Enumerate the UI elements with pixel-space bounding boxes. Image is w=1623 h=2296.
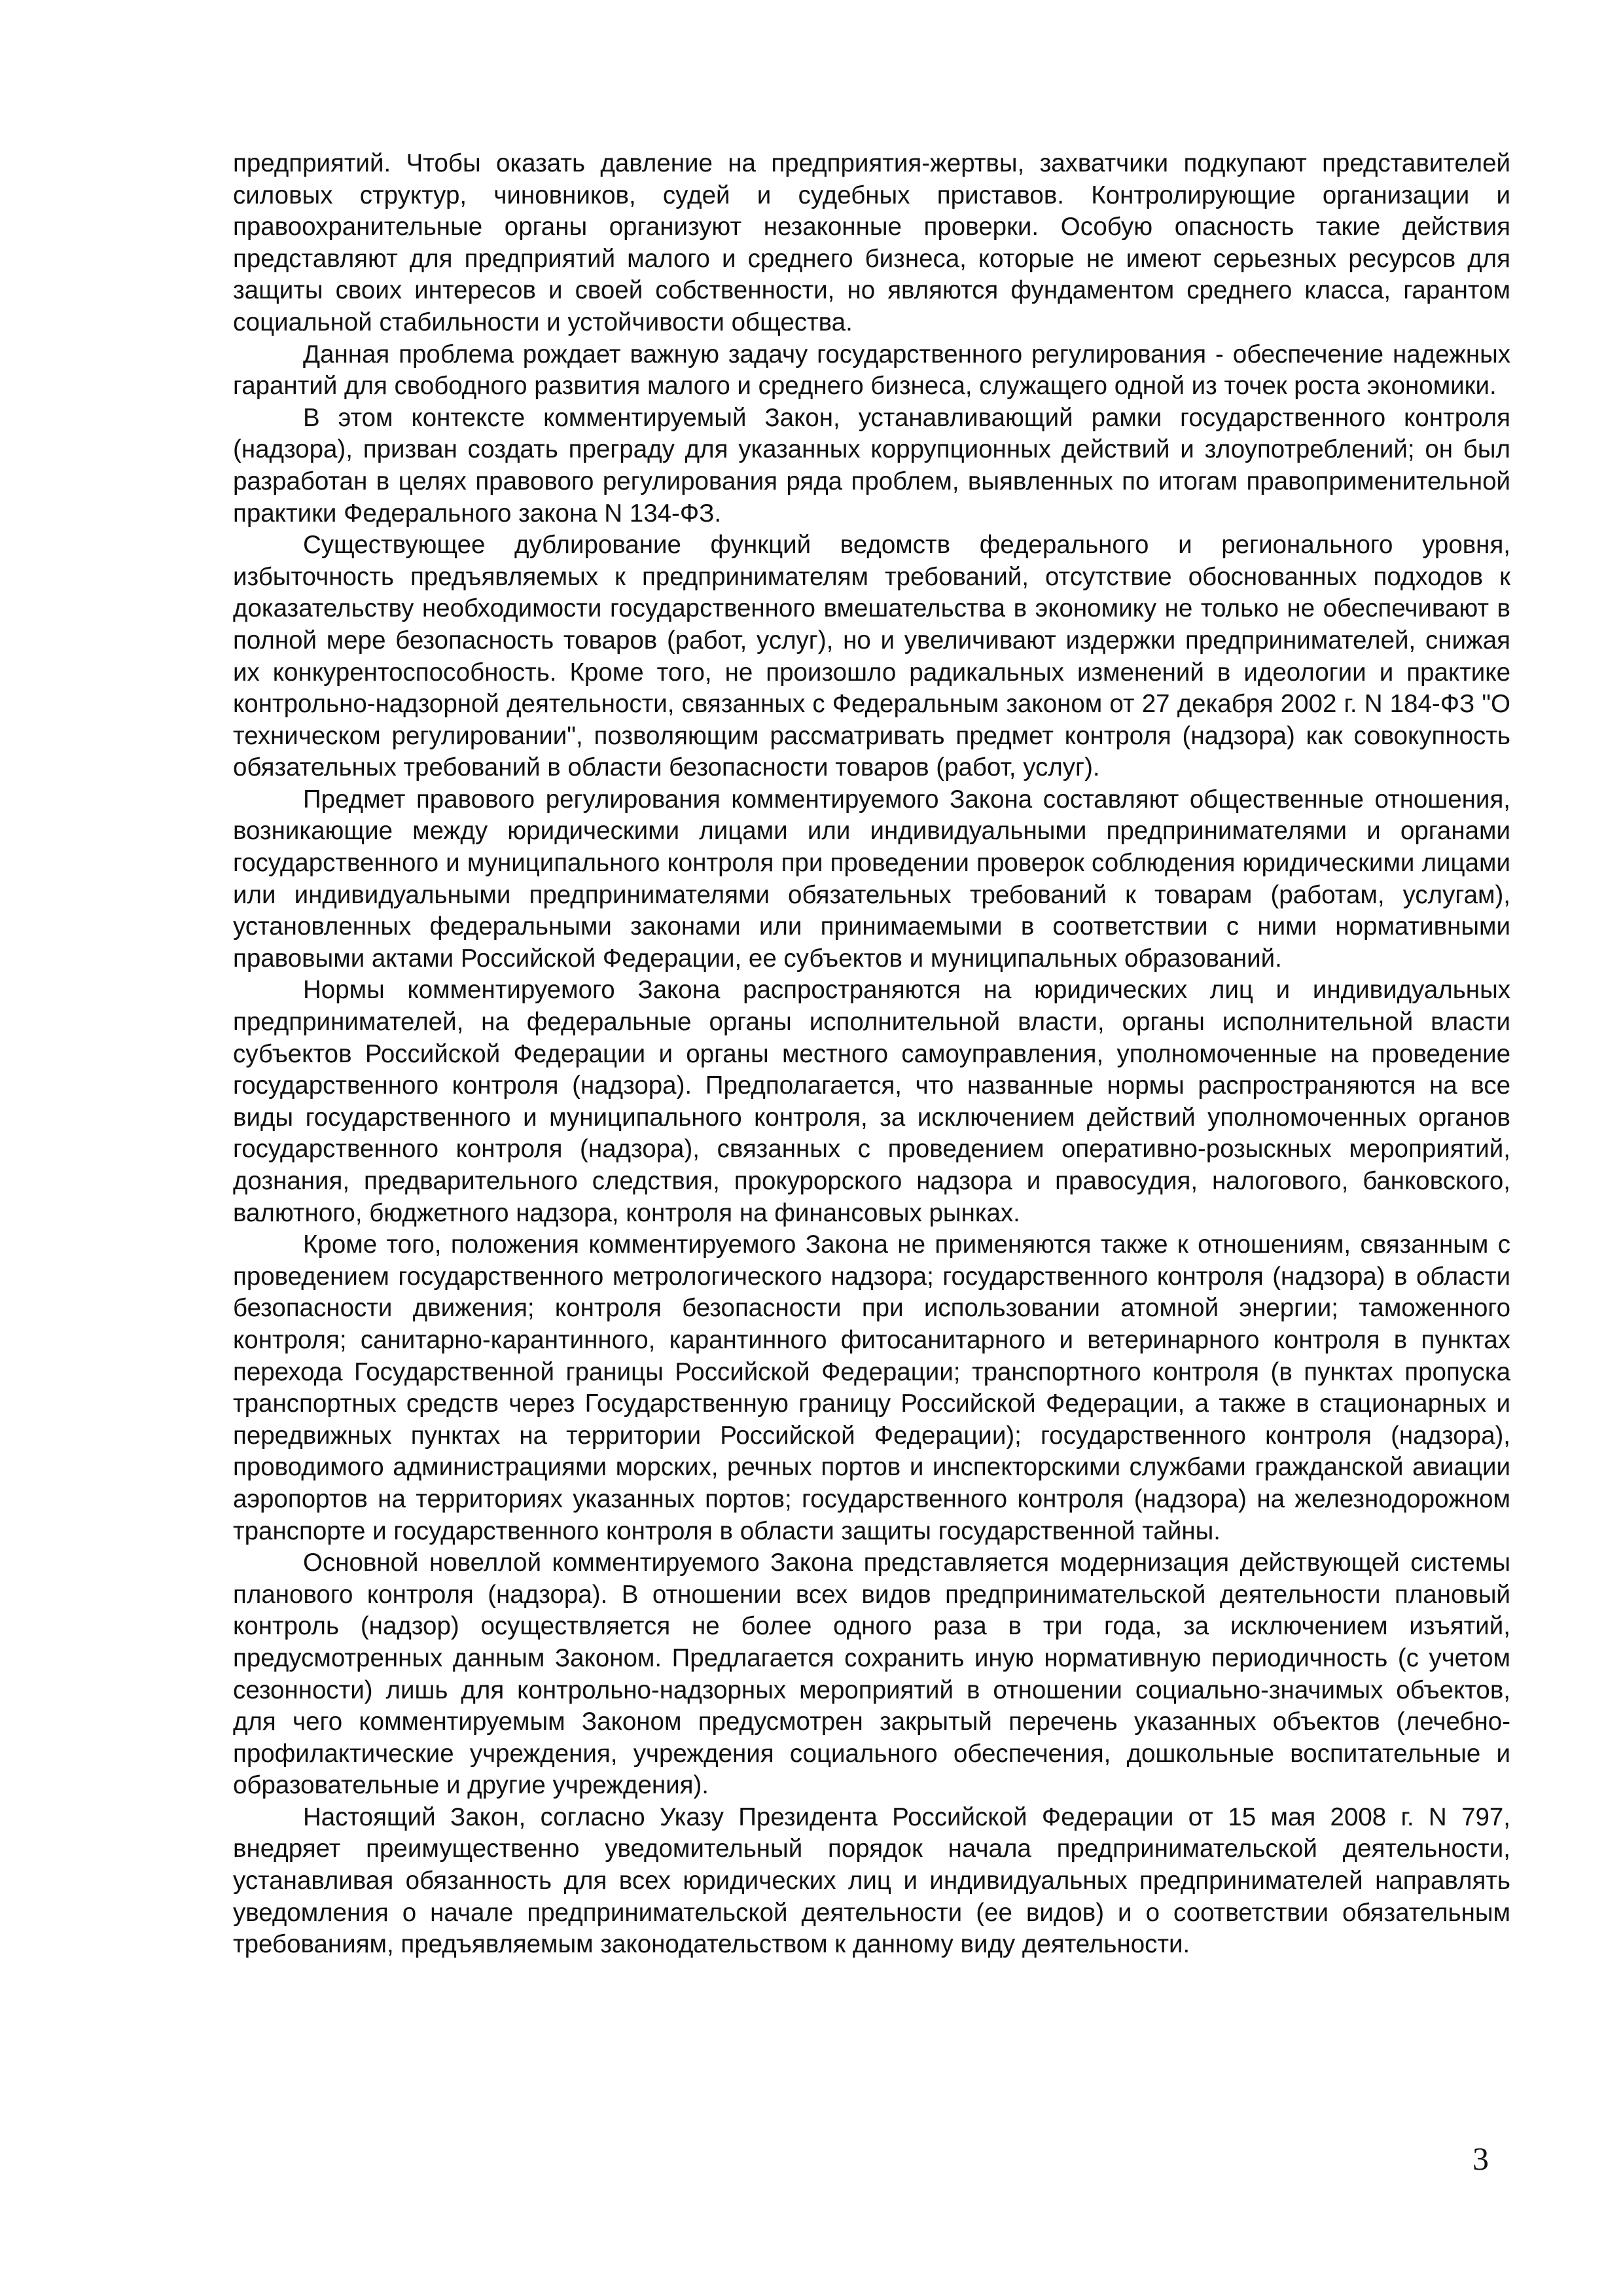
paragraph-3: В этом контексте комментируемый Закон, устанавливающий рамки государственного контроля (надзора), призван создать преграду для указанных коррупционных действий и злоупотреблений; он был разработан в целях правового регулирования ряда проблем, выявленных по итогам правоприменительной практики Федерального закона N 134-ФЗ. xyxy=(233,403,1510,528)
paragraph-4: Существующее дублирование функций ведомств федерального и регионального уровня, избыточность предъявляемых к предпринимателям требований, отсутствие обоснованных подходов к доказательству необходимости государственного вмешательства в экономику не только не обеспечивают в полной мере безопасность товаров (работ, услуг), но и увеличивают издержки предпринимателей, снижая их конкурентоспособность. Кроме того, не произошло радикальных изменений в идеологии и практике контрольно-надзорной деятельности, связанных с Федеральным законом от 27 декабря 2002 г. N 184-ФЗ "О техническом регулировании", позволяющим рассматривать предмет контроля (надзора) как совокупность обязательных требований в области безопасности товаров (работ, услуг). xyxy=(233,531,1510,782)
paragraph-7: Кроме того, положения комментируемого Закона не применяются также к отношениям, связанным с проведением государственного метрологического надзора; государственного контроля (надзора) в области безопасности движения; контроля безопасности при использовании атомной энергии; таможенного контроля; санитарно-карантинного, карантинного фитосанитарного и ветеринарного контроля в пунктах перехода Государственной границы Российской Федерации; транспортного контроля (в пунктах пропуска транспортных средств через Государственную границу Российской Федерации, а также в стационарных и передвижных пунктах на территории Российской Федерации); государственного контроля (надзора), проводимого администрациями морских, речных портов и инспекторскими службами гражданской авиации аэропортов на территориях указанных портов; государственного контроля (надзора) на железнодорожном транспорте и государственного контроля в области защиты государственной тайны. xyxy=(233,1230,1510,1545)
paragraph-6: Нормы комментируемого Закона распространяются на юридических лиц и индивидуальных предпринимателей, на федеральные органы исполнительной власти, органы исполнительной власти субъектов Российской Федерации и органы местного самоуправления, уполномоченные на проведение государственного контроля (надзора). Предполагается, что названные нормы распространяются на все виды государственного и муниципального контроля, за исключением действий уполномоченных органов государственного контроля (надзора), связанных с проведением оперативно-розыскных мероприятий, дознания, предварительного следствия, прокурорского надзора и правосудия, налогового, банковского, валютного, бюджетного надзора, контроля на финансовых рынках. xyxy=(233,976,1510,1227)
paragraph-2: Данная проблема рождает важную задачу государственного регулирования - обеспечение надежных гарантий для свободного развития малого и среднего бизнеса, служащего одной из точек роста экономики. xyxy=(233,340,1510,401)
paragraph-8: Основной новеллой комментируемого Закона представляется модернизация действующей системы планового контроля (надзора). В отношении всех видов предпринимательской деятельности плановый контроль (надзор) осуществляется не более одного раза в три года, за исключением изъятий, предусмотренных данным Законом. Предлагается сохранить иную нормативную периодичность (с учетом сезонности) лишь для контрольно-надзорных мероприятий в отношении социально-значимых объектов, для чего комментируемым Законом предусмотрен закрытый перечень указанных объектов (лечебно-профилактические учреждения, учреждения социального обеспечения, дошкольные воспитательные и образовательные и другие учреждения). xyxy=(233,1549,1510,1800)
paragraph-9: Настоящий Закон, согласно Указу Президента Российской Федерации от 15 мая 2008 г. N 797, внедряет преимущественно уведомительный порядок начала предпринимательской деятельности, устанавливая обязанность для всех юридических лиц и индивидуальных предпринимателей направлять уведомления о начале предпринимательской деятельности (ее видов) и о соответствии обязательным требованиям, предъявляемым законодательством к данному виду деятельности. xyxy=(233,1803,1510,1959)
paragraph-5: Предмет правового регулирования комментируемого Закона составляют общественные отношения, возникающие между юридическими лицами или индивидуальными предпринимателями и органами государственного и муниципального контроля при проведении проверок соблюдения юридическими лицами или индивидуальными предпринимателями обязательных требований к товарам (работам, услугам), установленных федеральными законами или принимаемыми в соответствии с ними нормативными правовыми актами Российской Федерации, ее субъектов и муниципальных образований. xyxy=(233,785,1510,973)
paragraph-1: предприятий. Чтобы оказать давление на предприятия-жертвы, захватчики подкупают представителей силовых структур, чиновников, судей и судебных приставов. Контролирующие организации и правоохранительные органы организуют незаконные проверки. Особую опасность такие действия представляют для предприятий малого и среднего бизнеса, которые не имеют серьезных ресурсов для защиты своих интересов и своей собственности, но являются фундаментом среднего класса, гарантом социальной стабильности и устойчивости общества. xyxy=(233,149,1510,336)
page-number: 3 xyxy=(1472,2140,1489,2177)
document-body xyxy=(233,148,1510,1961)
